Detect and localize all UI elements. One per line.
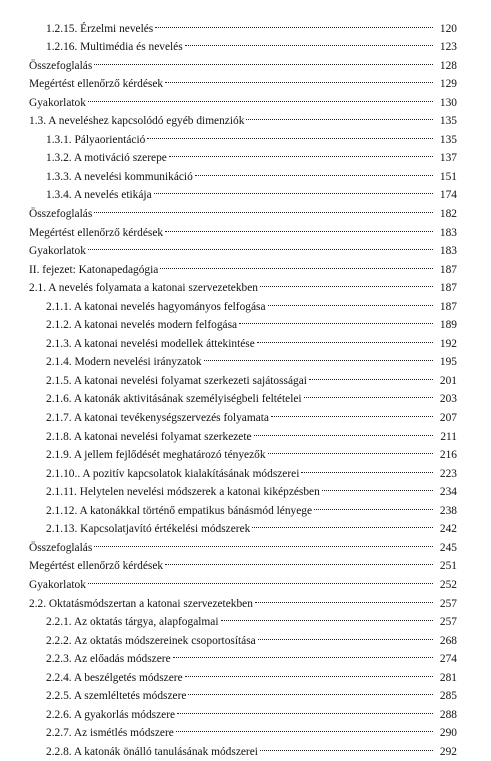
toc-entry <box>0 198 491 221</box>
toc-entry-page-number: 123 <box>439 41 457 54</box>
toc-entry-title: Összefoglalás <box>29 541 93 554</box>
toc-entry-page-number: 281 <box>439 671 457 684</box>
toc-entry-page-number: 183 <box>439 245 457 258</box>
dot-leader <box>309 365 433 384</box>
toc-entry-page-number: 187 <box>439 300 457 313</box>
toc-entry-page-number: 183 <box>439 226 457 239</box>
toc-entry-title: 2.2. Oktatásmódszertan a katonai szervezetekben <box>29 597 253 610</box>
dot-leader <box>204 347 433 366</box>
toc-entry-page-number: 174 <box>439 189 457 202</box>
dot-leader <box>304 384 433 403</box>
toc-entry <box>0 681 491 703</box>
dot-leader <box>94 198 433 217</box>
toc-entry <box>0 180 491 202</box>
toc-entry <box>0 514 491 536</box>
toc-entry-title: Megértést ellenőrző kérdések <box>29 560 164 573</box>
toc-entry <box>0 718 491 740</box>
toc-entry <box>0 440 491 462</box>
toc-entry-title: 2.1.7. A katonai tevékenységszervezés folyamata <box>46 412 269 425</box>
dot-leader <box>147 124 433 143</box>
toc-entry-page-number: 187 <box>439 263 457 276</box>
toc-entry <box>0 291 491 313</box>
toc-entry-title: 2.1.13. Kapcsolatjavító értékelési módszerek <box>46 523 251 536</box>
toc-entry-title: 2.2.2. Az oktatás módszereinek csoportosítása <box>46 634 256 647</box>
toc-entry <box>0 273 491 295</box>
toc-entry-page-number: 182 <box>439 208 457 221</box>
toc-entry <box>0 13 491 35</box>
toc-entry-title: 1.2.16. Multimédia és nevelés <box>46 41 183 54</box>
toc-entry <box>0 625 491 647</box>
dot-leader <box>268 291 433 310</box>
toc-entry-page-number: 135 <box>439 133 457 146</box>
toc-entry-page-number: 290 <box>439 727 457 740</box>
dot-leader <box>155 13 433 32</box>
dot-leader <box>268 440 433 459</box>
dot-leader <box>160 254 433 273</box>
toc-entry <box>0 106 491 128</box>
toc-entry <box>0 32 491 54</box>
dot-leader <box>88 236 433 255</box>
toc-entry-title: 1.3. A neveléshez kapcsolódó egyéb dimenziók <box>29 115 245 128</box>
toc-entry-page-number: 135 <box>439 115 457 128</box>
toc-entry <box>0 87 491 109</box>
dot-leader <box>94 532 433 551</box>
dot-leader <box>188 681 433 700</box>
toc-entry <box>0 69 491 91</box>
toc-entry <box>0 217 491 239</box>
toc-entry-page-number: 268 <box>439 634 457 647</box>
toc-entry-page-number: 130 <box>439 96 457 109</box>
toc-entry <box>0 124 491 146</box>
toc-entry-title: 1.3.2. A motiváció szerepe <box>46 152 167 165</box>
toc-entry-title: 2.1.5. A katonai nevelési folyamat szerkezeti sajátosságai <box>46 374 307 387</box>
toc-entry-page-number: 192 <box>439 337 457 350</box>
dot-leader <box>88 569 433 588</box>
toc-entry-page-number: 120 <box>439 22 457 35</box>
toc-entry-title: 2.2.7. Az ismétlés módszere <box>46 727 174 740</box>
toc-entry-page-number: 288 <box>439 708 457 721</box>
toc-entry <box>0 310 491 332</box>
dot-leader <box>154 180 433 199</box>
dot-leader <box>221 607 434 626</box>
toc-entry-title: 2.1. A nevelés folyamata a katonai szervezetekben <box>29 282 258 295</box>
toc-entry <box>0 402 491 425</box>
toc-entry-page-number: 129 <box>439 78 457 91</box>
toc-entry-title: 1.3.1. Pályaorientáció <box>46 133 146 146</box>
toc-entry-title: 2.1.9. A jellem fejlődését meghatározó tényezők <box>46 449 266 462</box>
toc-entry-title: 2.2.3. Az előadás módszere <box>46 653 171 666</box>
toc-entry-page-number: 128 <box>439 59 457 72</box>
toc-entry <box>0 328 491 350</box>
toc-entry-page-number: 252 <box>439 578 457 591</box>
toc-entry-page-number: 211 <box>440 430 457 443</box>
dot-leader <box>169 143 433 162</box>
dot-leader <box>301 458 433 477</box>
toc-entry-page-number: 137 <box>439 152 457 165</box>
toc-entry-title: 1.3.3. A nevelési kommunikáció <box>46 170 193 183</box>
toc-entry-title: 2.2.5. A szemléltetés módszere <box>46 690 187 703</box>
toc-entry-page-number: 251 <box>439 560 457 573</box>
toc-entry-page-number: 203 <box>439 393 457 406</box>
toc-entry-title: 2.1.10.. A pozitív kapcsolatok kialakításának módszerei <box>46 467 300 480</box>
toc-entry-title: 2.2.4. A beszélgetés módszere <box>46 671 183 684</box>
toc-entry-page-number: 201 <box>439 374 457 387</box>
toc-entry-page-number: 223 <box>439 467 457 480</box>
toc-entry-page-number: 292 <box>439 745 457 758</box>
toc-entry-title: 2.1.3. A katonai nevelési modellek áttekintése <box>46 337 255 350</box>
toc-entry <box>0 254 491 276</box>
dot-leader <box>254 421 433 440</box>
toc-entry-title: Összefoglalás <box>29 208 93 221</box>
toc-entry <box>0 384 491 406</box>
toc-entry <box>0 421 491 443</box>
dot-leader <box>88 87 433 106</box>
toc-entry-title: 2.1.8. A katonai nevelési folyamat szerkezete <box>46 430 252 443</box>
dot-leader <box>177 699 433 718</box>
toc-entry-title: Gyakorlatok <box>29 245 86 258</box>
toc-entry <box>0 644 491 666</box>
toc-entry-title: 1.3.4. A nevelés etikája <box>46 189 152 202</box>
dot-leader <box>165 551 433 570</box>
dot-leader <box>176 718 433 737</box>
toc-entry-page-number: 216 <box>439 449 457 462</box>
toc-entry-page-number: 242 <box>439 523 457 536</box>
toc-entry-title: 2.2.8. A katonák önálló tanulásának módszerei <box>46 745 258 758</box>
toc-entry <box>0 495 491 517</box>
toc-entry-page-number: 207 <box>439 412 457 425</box>
toc-entry <box>0 161 491 183</box>
dot-leader <box>322 477 433 496</box>
toc-entry-title: Megértést ellenőrző kérdések <box>29 226 164 239</box>
toc-entry-title: 2.1.2. A katonai nevelés modern felfogása <box>46 319 238 332</box>
toc-entry-title: 1.2.15. Érzelmi nevelés <box>46 22 154 35</box>
toc-entry-page-number: 234 <box>439 486 457 499</box>
toc-entry-title: 2.2.6. A gyakorlás módszere <box>46 708 176 721</box>
toc-entry-page-number: 151 <box>439 170 457 183</box>
toc-entry-title: 2.2.1. Az oktatás tárgya, alapfogalmai <box>46 616 219 629</box>
toc-entry <box>0 458 491 480</box>
toc-entry <box>0 347 491 369</box>
toc-entry-title: 2.1.12. A katonákkal történő empatikus bánásmód lényege <box>46 504 313 517</box>
dot-leader <box>257 328 433 347</box>
dot-leader <box>314 495 433 514</box>
toc-entry-title: 2.1.6. A katonák aktivitásának személyiségbeli feltételei <box>46 393 302 406</box>
dot-leader <box>185 32 433 51</box>
toc-entry <box>0 699 491 721</box>
toc-entry-title: 2.1.1. A katonai nevelés hagyományos felfogása <box>46 300 266 313</box>
toc-entry <box>0 569 491 591</box>
toc-entry-page-number: 274 <box>439 653 457 666</box>
toc-entry-page-number: 195 <box>439 356 457 369</box>
toc-entry <box>0 477 491 499</box>
toc-entry <box>0 532 491 554</box>
toc-entry <box>0 662 491 684</box>
toc-entry-title: Összefoglalás <box>29 59 93 72</box>
dot-leader <box>271 402 433 421</box>
toc-entry <box>0 736 491 758</box>
dot-leader <box>246 106 433 125</box>
dot-leader <box>173 644 433 663</box>
dot-leader <box>260 273 433 292</box>
toc-entry <box>0 607 491 629</box>
toc-entry-page-number: 187 <box>439 282 457 295</box>
toc-entry-page-number: 238 <box>439 504 457 517</box>
dot-leader <box>165 217 433 236</box>
dot-leader <box>260 736 433 755</box>
dot-leader <box>195 161 433 180</box>
dot-leader <box>185 662 433 681</box>
dot-leader <box>252 514 433 533</box>
toc-entry <box>0 236 491 258</box>
toc-entry-page-number: 257 <box>439 597 457 610</box>
dot-leader <box>258 625 433 644</box>
toc-entry <box>0 365 491 387</box>
toc-entry-title: II. fejezet: Katonapedagógia <box>29 263 159 276</box>
toc-entry <box>0 588 491 610</box>
toc-entry-page-number: 189 <box>439 319 457 332</box>
dot-leader <box>239 310 433 329</box>
table-of-contents <box>0 13 491 758</box>
toc-entry-page-number: 285 <box>439 690 457 703</box>
toc-entry <box>0 50 491 72</box>
dot-leader <box>165 69 433 88</box>
toc-entry-title: Megértést ellenőrző kérdések <box>29 78 164 91</box>
toc-entry-title: Gyakorlatok <box>29 578 86 591</box>
toc-entry <box>0 143 491 165</box>
dot-leader <box>94 50 433 69</box>
dot-leader <box>255 588 433 607</box>
toc-entry-page-number: 257 <box>439 616 457 629</box>
toc-entry <box>0 551 491 573</box>
toc-entry-page-number: 245 <box>439 541 457 554</box>
toc-entry-title: 2.1.4. Modern nevelési irányzatok <box>46 356 202 369</box>
toc-entry-title: 2.1.11. Helytelen nevelési módszerek a katonai kiképzésben <box>46 486 320 499</box>
toc-entry-title: Gyakorlatok <box>29 96 86 109</box>
